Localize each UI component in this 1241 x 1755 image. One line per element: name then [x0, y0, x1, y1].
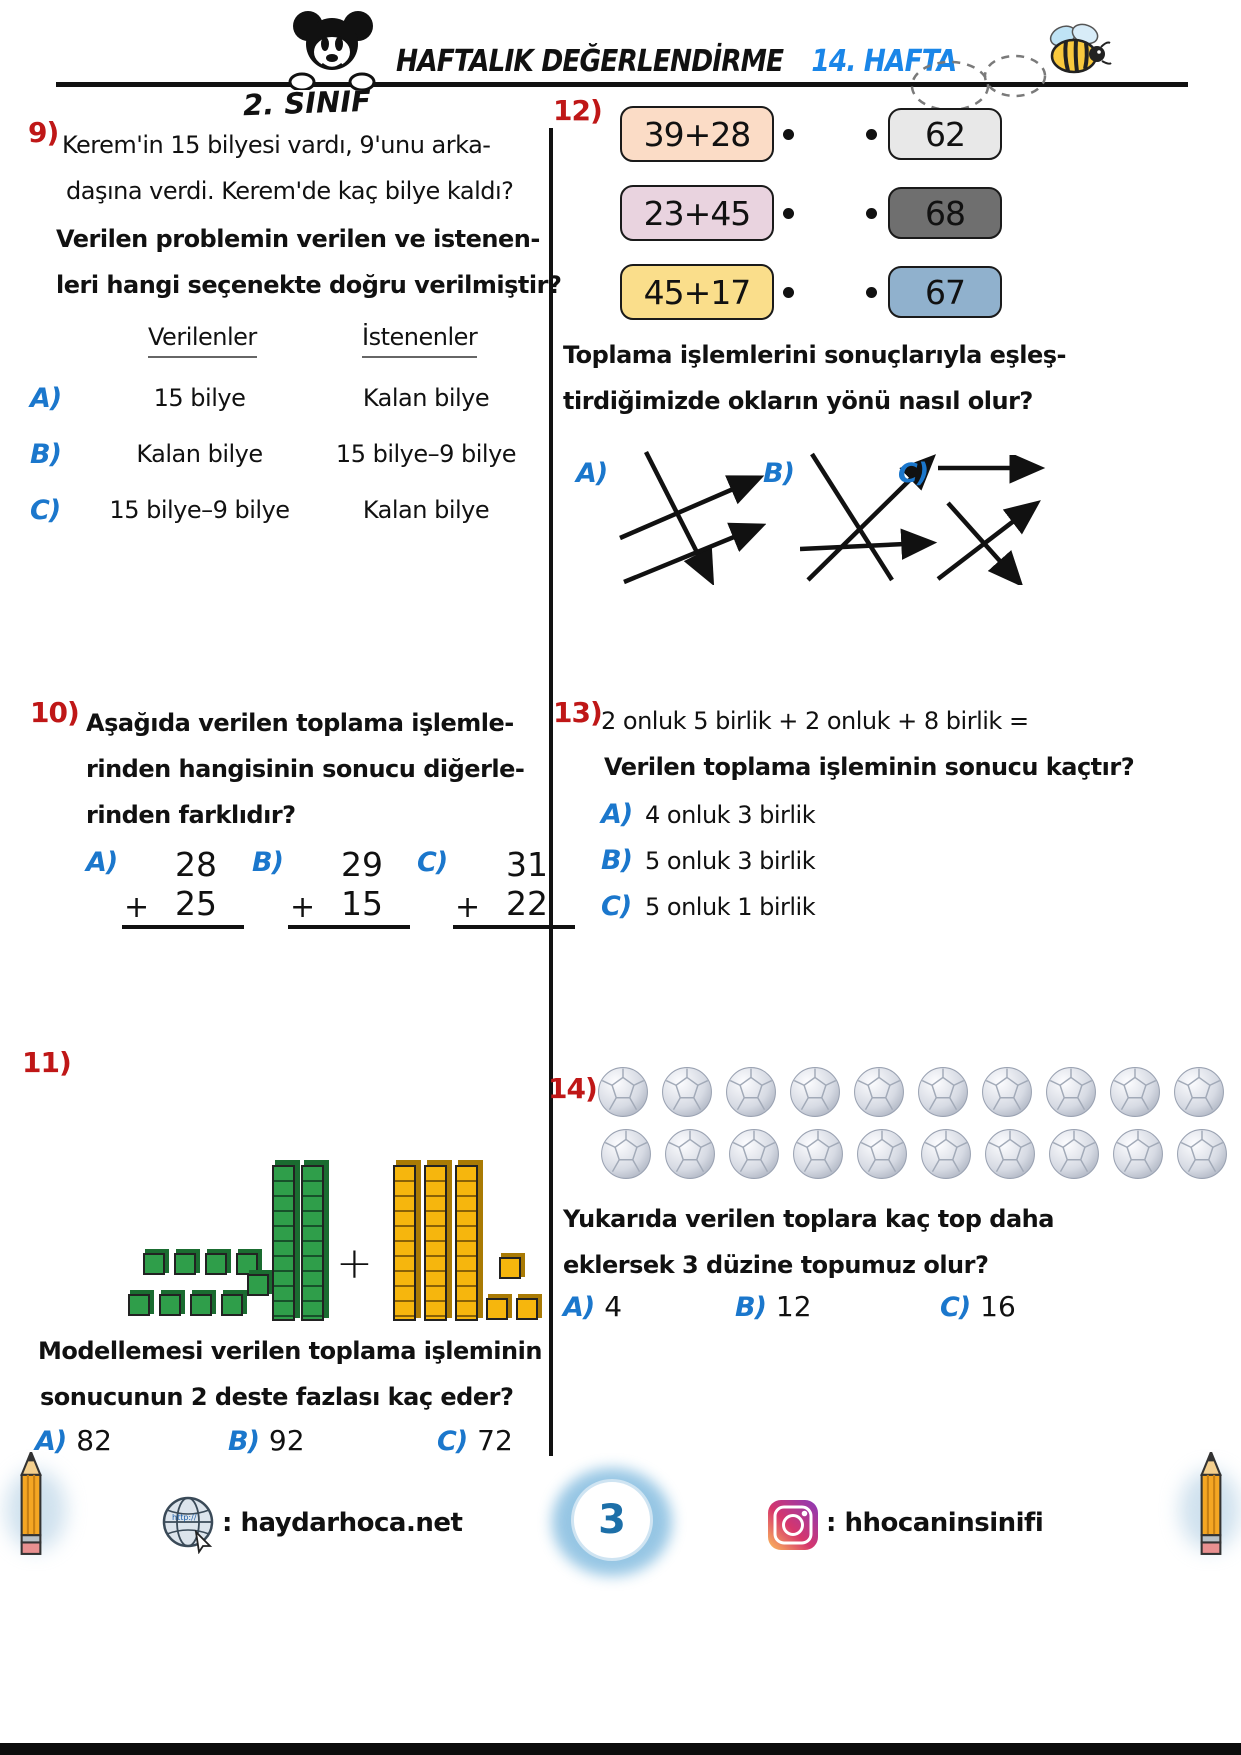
- green-ten-rods: [272, 1165, 324, 1321]
- green-unit-cubes-row2: [128, 1294, 243, 1316]
- q13-option-text: 5 onluk 3 birlik: [645, 847, 816, 875]
- green-ten-rod: [272, 1165, 295, 1321]
- q14-option-value: 12: [775, 1290, 812, 1323]
- q10-option-letter: C): [417, 847, 448, 878]
- match-dot: [866, 287, 877, 298]
- addend-bottom: 25: [175, 884, 217, 923]
- q13-option-letter: A): [601, 799, 633, 830]
- question-9-text-line: leri hangi seçenekte doğru verilmiştir?: [56, 271, 562, 299]
- plus-sign: +: [290, 890, 316, 925]
- q10-option-letter: B): [252, 847, 283, 878]
- yellow-ten-rod: [424, 1165, 447, 1321]
- q12-problem-box: 23+45: [620, 185, 774, 241]
- soccer-ball-icon: [597, 1066, 649, 1118]
- q11-option-value: 82: [76, 1424, 112, 1457]
- balls-row-1: [597, 1066, 1225, 1118]
- q12-result-box: 67: [888, 266, 1002, 318]
- plus-sign: +: [455, 890, 481, 925]
- page-title: HAFTALIK DEĞERLENDİRME: [396, 44, 784, 79]
- yellow-unit-cube: [516, 1298, 538, 1320]
- q11-option: [35, 1424, 228, 1457]
- addend-top: 28: [175, 845, 217, 884]
- question-13-number: 13): [553, 696, 602, 729]
- page-number: 3: [598, 1497, 626, 1543]
- q9-option-letter: A): [30, 382, 62, 414]
- match-dot: [866, 208, 877, 219]
- q12-match-row: [620, 185, 1002, 241]
- bee-icon: [1035, 14, 1113, 84]
- q13-option-row: [601, 884, 815, 930]
- yellow-unit-cube: [499, 1257, 521, 1279]
- q10-addition-b: [252, 845, 410, 929]
- soccer-ball-icon: [600, 1128, 652, 1180]
- green-unit-cube: [247, 1274, 269, 1296]
- question-12-text-line: tirdiğimizde okların yönü nasıl olur?: [563, 387, 1033, 415]
- question-10-text-line: rinden farklıdır?: [86, 801, 296, 829]
- soccer-ball-icon: [920, 1128, 972, 1180]
- yellow-ten-rod: [393, 1165, 416, 1321]
- q11-option-value: 92: [268, 1424, 305, 1457]
- soccer-ball-icon: [981, 1066, 1033, 1118]
- match-dot: [866, 129, 877, 140]
- q10-option-letter: A): [86, 847, 118, 878]
- addend-top: 29: [341, 845, 383, 884]
- q12-result-box: 68: [888, 187, 1002, 239]
- soccer-ball-icon: [1112, 1128, 1164, 1180]
- match-dot: [783, 129, 794, 140]
- q14-option-value: 16: [980, 1290, 1016, 1323]
- q12-match-row: [620, 264, 1002, 320]
- soccer-ball-icon: [984, 1128, 1036, 1180]
- yellow-unit-cubes-row2: [486, 1298, 538, 1320]
- green-unit-cube: [128, 1294, 150, 1316]
- q9-column-header-given: Verilenler: [148, 318, 257, 358]
- yellow-unit-cubes-row1: [499, 1257, 521, 1279]
- question-10-number: 10): [30, 696, 79, 729]
- q14-option: [940, 1290, 1016, 1323]
- addition-rule: [453, 925, 575, 929]
- question-11-text-line: sonucunun 2 deste fazlası kaç eder?: [40, 1383, 514, 1411]
- q9-option-given: 15 bilye: [153, 384, 246, 412]
- question-9-text-line: daşına verdi. Kerem'de kaç bilye kaldı?: [66, 177, 514, 205]
- soccer-ball-icon: [1045, 1066, 1097, 1118]
- q12-match-row: [620, 106, 1002, 162]
- addend-top: 31: [506, 845, 548, 884]
- soccer-ball-icon: [792, 1128, 844, 1180]
- green-unit-cube: [143, 1253, 165, 1275]
- yellow-ten-rods: [393, 1165, 478, 1321]
- q12-result-box: 62: [888, 108, 1002, 160]
- soccer-ball-icon: [789, 1066, 841, 1118]
- svg-text:http://: http://: [172, 1513, 197, 1522]
- soccer-ball-icon: [725, 1066, 777, 1118]
- q9-option-row: [30, 482, 545, 538]
- q12-arrows-option-c: [936, 455, 1046, 585]
- soccer-ball-icon: [661, 1066, 713, 1118]
- website-label: : haydarhoca.net: [222, 1508, 463, 1538]
- q9-option-wanted: Kalan bilye: [362, 384, 490, 412]
- q9-column-header-wanted: İstenenler: [362, 318, 477, 358]
- soccer-ball-icon: [917, 1066, 969, 1118]
- question-10-text-line: Aşağıda verilen toplama işlemle-: [86, 709, 514, 737]
- pencil-icon: [14, 1452, 48, 1556]
- soccer-ball-icon: [728, 1128, 780, 1180]
- q12-problem-box: 39+28: [620, 106, 774, 162]
- question-10-text-line: rinden hangisinin sonucu diğerle-: [86, 755, 525, 783]
- soccer-ball-icon: [856, 1128, 908, 1180]
- q12-option-letter: B): [763, 458, 794, 489]
- q13-option-row: [601, 838, 815, 884]
- green-unit-cube: [190, 1294, 212, 1316]
- green-unit-cube: [159, 1294, 181, 1316]
- q14-option-letter: B): [735, 1292, 766, 1323]
- mickey-mouse-icon: [268, 6, 396, 90]
- green-unit-cube: [236, 1253, 258, 1275]
- green-unit-cube: [174, 1253, 196, 1275]
- q13-option-letter: C): [601, 891, 632, 922]
- question-14-text-line: Yukarıda verilen toplara kaç top daha: [563, 1205, 1054, 1233]
- q9-option-row: [30, 370, 545, 426]
- q13-option-text: 4 onluk 3 birlik: [645, 801, 816, 829]
- balls-row-2: [600, 1128, 1228, 1180]
- addend-bottom: 15: [341, 884, 383, 923]
- q9-option-row: [30, 426, 545, 482]
- question-9-text-line: Verilen problemin verilen ve istenen-: [56, 225, 540, 253]
- q12-arrows-option-a: [616, 450, 766, 585]
- green-unit-cubes-row1: [143, 1253, 258, 1275]
- q11-option-letter: A): [35, 1426, 67, 1457]
- q9-option-letter: C): [30, 494, 61, 526]
- grade-label: 2. SINIF: [242, 83, 372, 123]
- soccer-ball-icon: [853, 1066, 905, 1118]
- green-unit-cube-mid: [247, 1274, 269, 1296]
- column-divider: [549, 128, 553, 1456]
- yellow-unit-cube: [486, 1298, 508, 1320]
- q14-option-letter: C): [940, 1292, 971, 1323]
- addition-rule: [288, 925, 410, 929]
- soccer-ball-icon: [1173, 1066, 1225, 1118]
- q13-option-row: [601, 792, 815, 838]
- addend-bottom: 22: [506, 884, 548, 923]
- question-14-number: 14): [548, 1072, 597, 1105]
- match-dot: [783, 208, 794, 219]
- soccer-ball-icon: [664, 1128, 716, 1180]
- bottom-edge-bar: [0, 1743, 1241, 1755]
- question-9-text-line: Kerem'in 15 bilyesi vardı, 9'unu arka-: [62, 131, 491, 159]
- question-13-text-line: 2 onluk 5 birlik + 2 onluk + 8 birlik =: [601, 707, 1029, 735]
- model-plus-sign: +: [336, 1238, 373, 1289]
- q9-option-given: 15 bilye–9 bilye: [109, 496, 290, 524]
- green-unit-cube: [205, 1253, 227, 1275]
- question-12-text-line: Toplama işlemlerini sonuçlarıyla eşleş-: [563, 341, 1066, 369]
- pencil-icon: [1194, 1452, 1228, 1556]
- q10-addition-a: [86, 845, 244, 929]
- question-11-text-line: Modellemesi verilen toplama işleminin: [38, 1337, 542, 1365]
- q14-option: [563, 1290, 735, 1323]
- green-ten-rod: [301, 1165, 324, 1321]
- addition-rule: [122, 925, 244, 929]
- q12-problem-box: 45+17: [620, 264, 774, 320]
- q9-option-letter: B): [30, 438, 61, 470]
- q9-option-wanted: Kalan bilye: [362, 496, 490, 524]
- q13-option-text: 5 onluk 1 birlik: [645, 893, 816, 921]
- page-number-badge: [574, 1482, 650, 1558]
- page-title-week: 14. HAFTA: [811, 44, 957, 79]
- question-11-number: 11): [22, 1046, 71, 1079]
- instagram-label: : hhocaninsinifi: [826, 1508, 1044, 1538]
- q14-option-letter: A): [563, 1292, 595, 1323]
- q9-option-wanted: 15 bilye–9 bilye: [335, 440, 517, 468]
- q9-option-given: Kalan bilye: [136, 440, 263, 468]
- question-9-number: 9): [28, 116, 59, 149]
- soccer-ball-icon: [1176, 1128, 1228, 1180]
- instagram-icon: [766, 1498, 820, 1552]
- yellow-ten-rod: [455, 1165, 478, 1321]
- question-12-number: 12): [553, 94, 602, 127]
- q12-option-letter: C): [898, 458, 929, 489]
- q14-option: [735, 1290, 940, 1323]
- plus-sign: +: [124, 890, 150, 925]
- q13-option-letter: B): [601, 845, 632, 876]
- question-13-text-line: Verilen toplama işleminin sonucu kaçtır?: [604, 753, 1135, 781]
- soccer-ball-icon: [1109, 1066, 1161, 1118]
- q11-option-letter: C): [437, 1426, 468, 1457]
- q11-option: [437, 1424, 513, 1457]
- q14-option-value: 4: [604, 1290, 623, 1323]
- question-14-text-line: eklersek 3 düzine topumuz olur?: [563, 1251, 989, 1279]
- green-unit-cube: [221, 1294, 243, 1316]
- q12-option-letter: A): [576, 458, 608, 489]
- q11-option-letter: B): [228, 1426, 259, 1457]
- globe-icon: [158, 1494, 218, 1554]
- match-dot: [783, 287, 794, 298]
- q11-option-value: 72: [477, 1424, 513, 1457]
- q10-addition-c: [417, 845, 575, 929]
- soccer-ball-icon: [1048, 1128, 1100, 1180]
- q11-option: [228, 1424, 437, 1457]
